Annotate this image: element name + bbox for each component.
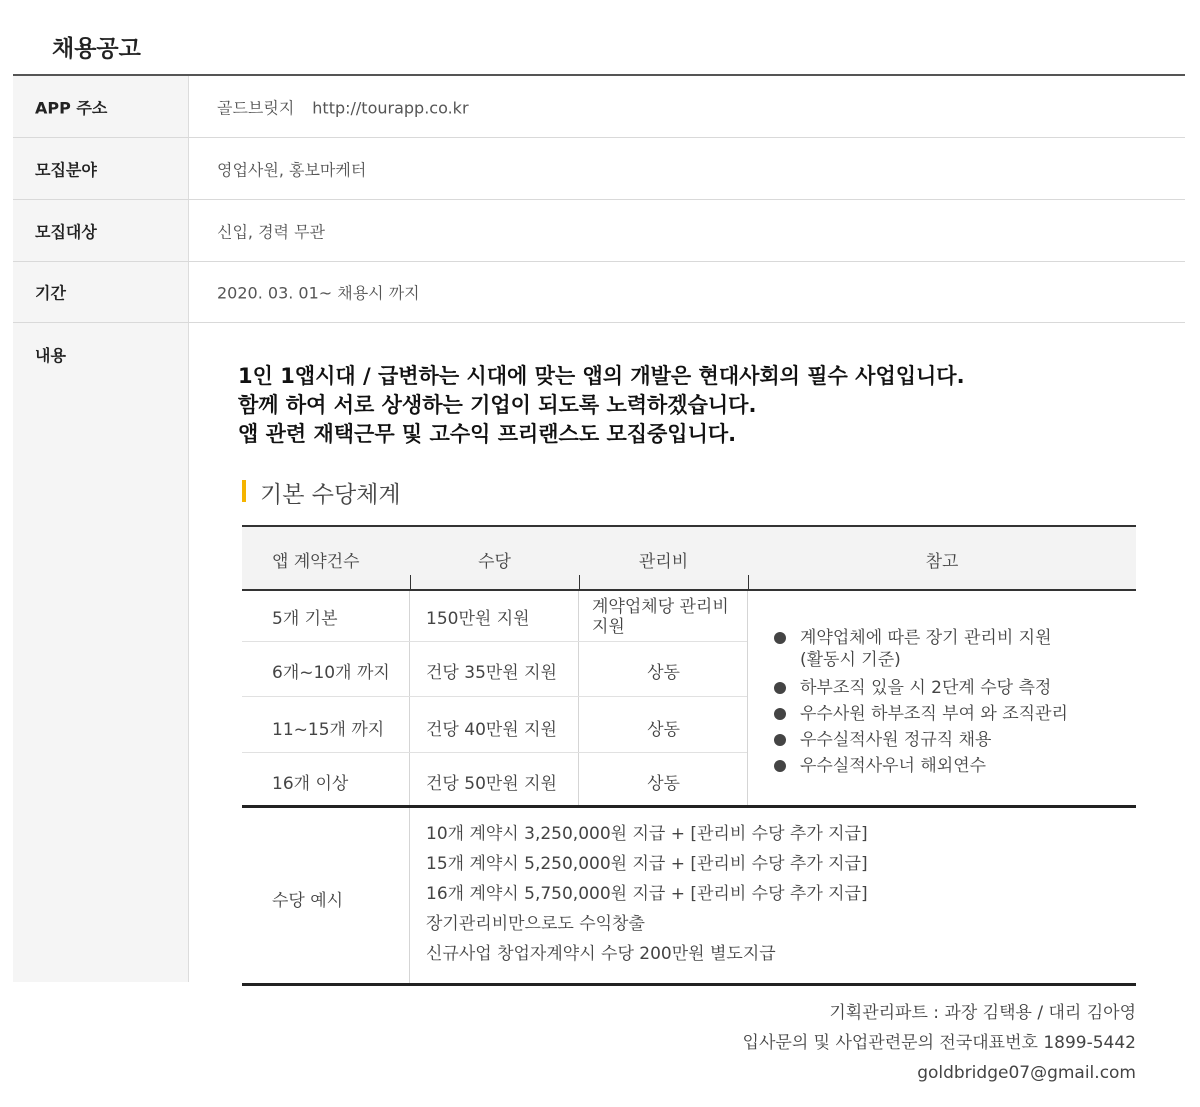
bullet-icon [774, 760, 786, 772]
example-line: 16개 계약시 5,750,000원 지급 + [관리비 수당 추가 지급] [426, 884, 868, 904]
header-divider [579, 575, 580, 589]
example-label: 수당 예시 [272, 891, 344, 911]
bullet-icon [774, 682, 786, 694]
cell-allowance: 건당 40만원 지원 [426, 720, 557, 740]
header-divider [410, 575, 411, 589]
intro-line: 1인 1앱시대 / 급변하는 시대에 맞는 앱의 개발은 현대사회의 필수 사업입니다. [238, 364, 965, 388]
header-divider [748, 575, 749, 589]
cell-fee: 상동 [647, 720, 680, 740]
note-text: 우수실적사우너 해외연수 [800, 756, 987, 776]
intro-line: 함께 하여 서로 상생하는 기업이 되도록 노력하겠습니다. [238, 393, 757, 417]
example-line: 장기관리비만으로도 수익창출 [426, 914, 645, 934]
header-allowance: 수당 [478, 552, 511, 572]
intro-text [238, 362, 965, 449]
footer-phone: 입사문의 및 사업관련문의 전국대표번호 1899-5442 [742, 1033, 1136, 1053]
info-value [217, 95, 469, 118]
footer-email-link[interactable]: goldbridge07@gmail.com [917, 1063, 1136, 1083]
info-label: APP 주소 [35, 98, 108, 117]
app-url-link[interactable]: http://tourapp.co.kr [312, 98, 469, 117]
app-name: 골드브릿지 [217, 98, 295, 117]
info-head [13, 138, 189, 199]
example-line: 신규사업 창업자계약시 수당 200만원 별도지급 [426, 944, 776, 964]
content-label: 내용 [35, 346, 66, 365]
col-divider [409, 808, 410, 983]
note-text: 우수실적사원 정규직 채용 [800, 730, 992, 750]
footer-managers: 기획관리파트 : 과장 김택용 / 대리 김아영 [829, 1003, 1136, 1023]
cell-fee: 상동 [647, 774, 680, 794]
list-item [772, 675, 1068, 701]
cell-allowance: 건당 35만원 지원 [426, 663, 557, 683]
cell-count: 6개~10개 까지 [272, 663, 390, 683]
cell-fee: 상동 [647, 663, 680, 683]
info-row-field [13, 138, 1185, 200]
info-label: 기간 [35, 283, 66, 303]
col-divider [409, 591, 410, 805]
info-value: 신입, 경력 무관 [217, 222, 325, 241]
cell-allowance: 150만원 지원 [426, 609, 530, 629]
note-text: 하부조직 있을 시 2단계 수당 측정 [800, 678, 1052, 698]
intro-line: 앱 관련 재택근무 및 고수익 프리랜스도 모집중입니다. [238, 422, 737, 446]
table-separator [242, 805, 1136, 808]
section-accent-bar [242, 480, 246, 502]
footer-contact [743, 998, 1136, 1088]
page-title: 채용공고 [52, 36, 141, 62]
example-line: 15개 계약시 5,250,000원 지급 + [관리비 수당 추가 지급] [426, 854, 868, 874]
bullet-icon [774, 734, 786, 746]
note-text: 계약업체에 따른 장기 관리비 지원 [800, 628, 1052, 648]
cell-count: 11~15개 까지 [272, 720, 385, 740]
info-head [13, 200, 189, 261]
info-head [13, 76, 189, 137]
notes-list [772, 625, 1068, 779]
table-bottom-rule [242, 983, 1136, 986]
row-divider [242, 752, 747, 753]
table-header [242, 527, 1136, 591]
section-title-text: 기본 수당체계 [260, 482, 401, 508]
header-notes: 참고 [925, 552, 959, 572]
list-item [772, 701, 1068, 727]
cell-fee-line: 계약업체당 관리비 [592, 597, 729, 617]
bullet-icon [774, 708, 786, 720]
info-row-period [13, 262, 1185, 323]
cell-count: 16개 이상 [272, 774, 349, 794]
content-head [13, 323, 189, 982]
row-divider [242, 641, 747, 642]
header-count: 앱 계약건수 [272, 552, 360, 572]
list-item [772, 727, 1068, 753]
example-line: 10개 계약시 3,250,000원 지급 + [관리비 수당 추가 지급] [426, 824, 868, 844]
note-text: (활동시 기준) [800, 650, 901, 670]
info-value: 영업사원, 홍보마케터 [217, 160, 367, 179]
bullet-icon [774, 632, 786, 644]
cell-allowance: 건당 50만원 지원 [426, 774, 557, 794]
note-text: 우수사원 하부조직 부여 와 조직관리 [800, 704, 1068, 724]
example-lines [426, 819, 868, 969]
row-divider [242, 696, 747, 697]
info-label: 모집분야 [35, 160, 97, 179]
header-fee: 관리비 [638, 552, 689, 572]
cell-count: 5개 기본 [272, 609, 338, 629]
info-label: 모집대상 [35, 222, 97, 241]
info-value: 2020. 03. 01~ 채용시 까지 [217, 283, 420, 303]
info-row-target [13, 200, 1185, 262]
list-item [772, 753, 1068, 779]
info-row-app [13, 76, 1185, 138]
cell-fee-line: 지원 [592, 617, 625, 637]
info-head [13, 262, 189, 322]
list-item [772, 625, 1068, 669]
cell-fee [592, 597, 729, 637]
